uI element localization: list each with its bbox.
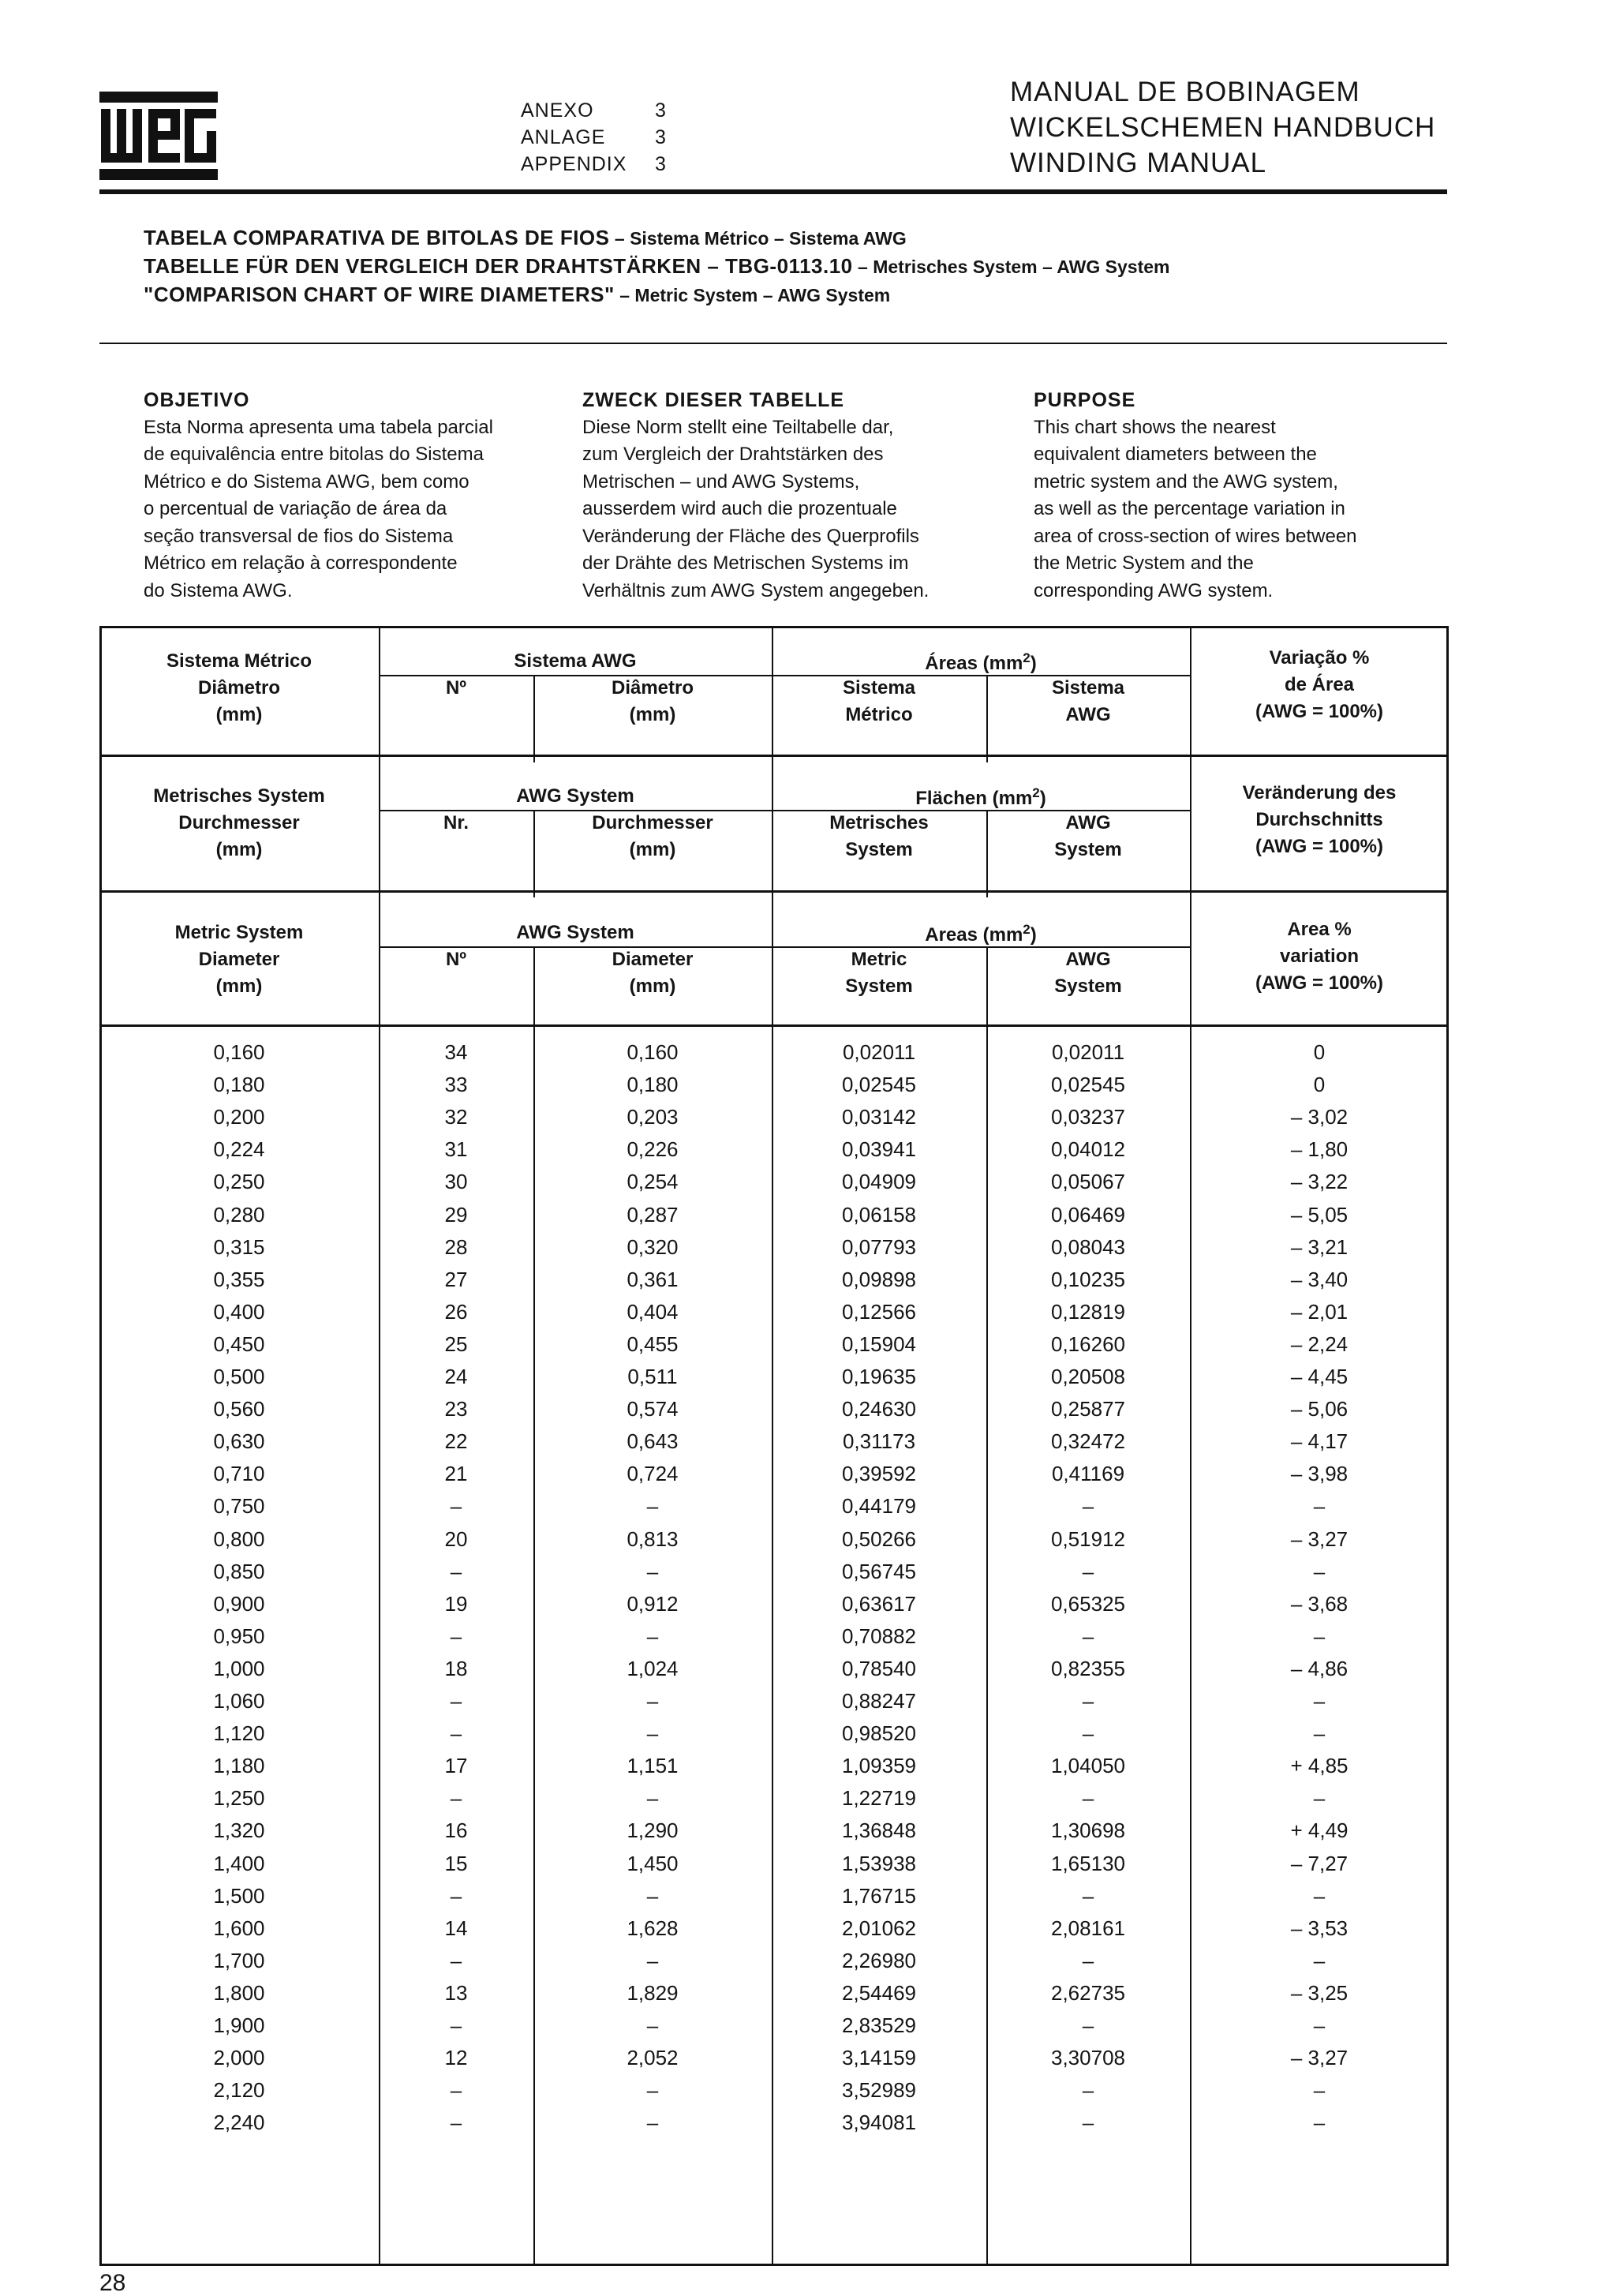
metric-diameter-cell: 1,400 [213, 1851, 265, 1875]
awg-diameter-header: Diâmetro [611, 677, 694, 699]
metric-area-cell: 2,26980 [842, 1948, 916, 1972]
awg-area-cell: 0,10235 [1051, 1267, 1125, 1291]
metric-area-cell: 3,94081 [842, 2111, 916, 2135]
closing-paren: ) [1030, 653, 1037, 674]
metric-area-cell: 1,09359 [842, 1754, 916, 1778]
variation-cell: – [1313, 1494, 1326, 1519]
annex-pt: ANEXO 3 [521, 99, 667, 122]
metric-header: Durchmesser [178, 812, 300, 833]
awg-number-cell: – [450, 2013, 462, 2037]
awg-diameter-cell: – [646, 1948, 659, 1972]
variation-cell: – 3,98 [1290, 1462, 1349, 1486]
superscript-2: 2 [1023, 650, 1031, 665]
awg-diameter-cell: 1,450 [627, 1851, 679, 1875]
awg-number-cell: 15 [444, 1851, 468, 1875]
awg-diameter-cell: 0,511 [627, 1365, 678, 1388]
metric-diameter-cell: 0,710 [213, 1462, 265, 1486]
metric-diameter-cell: 1,320 [213, 1818, 265, 1843]
awg-number-cell: 12 [444, 2046, 468, 2070]
metric-diameter-cell: 0,630 [213, 1429, 265, 1454]
metric-diameter-cell: 0,250 [213, 1170, 265, 1194]
awg-diameter-cell: 0,455 [627, 1332, 679, 1356]
metric-diameter-cell: 1,180 [213, 1754, 265, 1778]
awg-area-header: System [1054, 976, 1122, 997]
metric-area-cell: 0,56745 [842, 1559, 916, 1583]
awg-group-header: AWG System [516, 922, 634, 943]
awg-diameter-cell: 2,052 [627, 2046, 679, 2070]
awg-number-cell: 21 [444, 1462, 468, 1486]
awg-diameter-cell: 0,254 [627, 1170, 679, 1194]
awg-diameter-cell: – [646, 1559, 659, 1583]
metric-header: (mm) [215, 704, 263, 725]
metric-area-cell: 3,14159 [842, 2046, 916, 2070]
page-number: 28 [99, 2270, 126, 2296]
metric-diameter-cell: 0,180 [213, 1073, 265, 1097]
awg-number-header: Nº [445, 677, 467, 699]
metric-diameter-cell: 0,750 [213, 1494, 265, 1519]
awg-area-cell: 1,30698 [1051, 1818, 1125, 1843]
variation-header: (AWG = 100%) [1255, 972, 1384, 994]
metric-diameter-cell: 0,280 [213, 1202, 265, 1227]
awg-diameter-cell: – [646, 1624, 659, 1648]
metric-area-cell: 2,54469 [842, 1980, 916, 2005]
metric-area-header: Métrico [845, 704, 913, 725]
metric-area-cell: 0,04909 [842, 1170, 916, 1194]
variation-cell: 0 [1313, 1073, 1326, 1097]
metric-area-cell: 0,39592 [842, 1462, 916, 1486]
chart-titles: TABELA COMPARATIVA DE BITOLAS DE FIOS – Sistema Métrico – Sistema AWG TABELLE FÜR DEN VERGLEICH DER DRAHTSTÄRKEN – TBG-0113.10 – Metrisches System – AWG System "COMPARISON CHART OF WIRE DIAMETERS" – Metric System – AWG System [144, 226, 1170, 306]
awg-diameter-cell: – [646, 2111, 659, 2135]
metric-area-cell: 0,02011 [842, 1040, 916, 1064]
awg-diameter-cell: 0,226 [627, 1137, 679, 1162]
awg-area-cell: 0,05067 [1051, 1170, 1125, 1194]
awg-area-cell: 0,02011 [1051, 1040, 1125, 1064]
variation-cell: – [1313, 1883, 1326, 1908]
metric-area-cell: 0,15904 [842, 1332, 916, 1356]
closing-paren: ) [1039, 788, 1046, 809]
awg-number-cell: 28 [444, 1234, 468, 1259]
awg-area-cell: 0,04012 [1051, 1137, 1125, 1162]
metric-diameter-cell: 1,250 [213, 1786, 265, 1811]
variation-header: variation [1279, 946, 1360, 967]
awg-group-header: AWG System [516, 785, 634, 807]
variation-header: Veränderung des [1242, 782, 1397, 803]
variation-cell: – [1313, 1624, 1326, 1648]
awg-area-cell: – [1082, 1689, 1094, 1713]
header-band-divider [99, 890, 1449, 893]
awg-diameter-cell: 0,724 [627, 1462, 679, 1486]
metric-header: (mm) [215, 976, 263, 997]
awg-diameter-cell: 0,160 [627, 1040, 679, 1064]
awg-diameter-header: Durchmesser [592, 812, 713, 833]
awg-area-cell: – [1082, 1948, 1094, 1972]
variation-cell: – [1313, 1689, 1326, 1713]
awg-number-cell: – [450, 1786, 462, 1811]
metric-diameter-cell: 0,950 [213, 1624, 265, 1648]
metric-diameter-cell: 0,315 [213, 1234, 265, 1259]
awg-diameter-cell: – [646, 1883, 659, 1908]
areas-group-header [772, 645, 1190, 677]
awg-number-cell: 18 [444, 1656, 468, 1680]
metric-diameter-cell: 2,120 [213, 2078, 265, 2103]
metric-area-header: System [845, 976, 913, 997]
awg-number-cell: 25 [444, 1332, 468, 1356]
awg-area-cell: 0,20508 [1051, 1365, 1125, 1388]
awg-area-header: AWG [1065, 812, 1111, 833]
variation-cell: – [1313, 2078, 1326, 2103]
awg-number-cell: – [450, 1883, 462, 1908]
awg-area-cell: 0,32472 [1051, 1429, 1125, 1454]
superscript-2: 2 [1023, 922, 1031, 937]
awg-number-cell: 23 [444, 1397, 468, 1421]
metric-area-header: Sistema [842, 677, 916, 699]
awg-area-header: Sistema [1051, 677, 1125, 699]
awg-area-cell: 2,62735 [1051, 1980, 1125, 2005]
awg-area-cell: 1,04050 [1051, 1754, 1125, 1778]
awg-number-cell: – [450, 1624, 462, 1648]
metric-area-cell: 1,22719 [842, 1786, 916, 1811]
awg-number-cell: 29 [444, 1202, 468, 1227]
variation-cell: – [1313, 1948, 1326, 1972]
awg-diameter-cell: 0,361 [627, 1267, 679, 1291]
awg-number-cell: 22 [444, 1429, 468, 1454]
header-band-divider [99, 755, 1449, 757]
awg-diameter-cell: 1,829 [627, 1980, 679, 2005]
metric-diameter-cell: 1,700 [213, 1948, 265, 1972]
awg-number-cell: – [450, 1721, 462, 1746]
metric-diameter-cell: 0,560 [213, 1397, 265, 1421]
table-bottom-border [99, 2264, 1449, 2266]
awg-diameter-header: (mm) [629, 976, 676, 997]
variation-cell: – [1313, 1786, 1326, 1811]
annex-de: ANLAGE 3 [521, 126, 667, 148]
awg-diameter-cell: 0,180 [627, 1073, 679, 1097]
awg-area-cell: – [1082, 1624, 1094, 1648]
awg-diameter-cell: 0,404 [627, 1299, 679, 1324]
awg-diameter-cell: 1,628 [627, 1916, 679, 1940]
awg-area-cell: 0,16260 [1051, 1332, 1125, 1356]
metric-area-cell: 0,24630 [842, 1397, 916, 1421]
variation-header: (AWG = 100%) [1255, 836, 1384, 857]
metric-area-cell: 3,52989 [842, 2078, 916, 2103]
awg-diameter-cell: 0,912 [627, 1591, 679, 1616]
variation-header: de Área [1284, 674, 1355, 695]
awg-diameter-header: (mm) [629, 704, 676, 725]
awg-number-cell: – [450, 1948, 462, 1972]
metric-area-cell: 2,83529 [842, 2013, 916, 2037]
metric-diameter-cell: 0,800 [213, 1526, 265, 1551]
header-rule [99, 189, 1447, 194]
awg-number-cell: 34 [444, 1040, 468, 1064]
metric-diameter-cell: 0,160 [213, 1040, 265, 1064]
metric-area-cell: 0,98520 [842, 1721, 916, 1746]
awg-area-cell: 0,65325 [1051, 1591, 1125, 1616]
awg-number-cell: 27 [444, 1267, 468, 1291]
areas-label-text: Áreas (mm [925, 653, 1023, 674]
awg-number-cell: 30 [444, 1170, 468, 1194]
areas-label-text: Flächen (mm [915, 788, 1033, 809]
awg-diameter-cell: – [646, 1786, 659, 1811]
awg-diameter-cell: 0,574 [627, 1397, 679, 1421]
intro-en: PURPOSE This chart shows the nearest equivalent diameters between the metric system and the AWG system, as well as the percentage variation in area of cross-section of wires between the Metric System and the corresponding AWG system. [1034, 389, 1357, 601]
awg-diameter-cell: 1,290 [627, 1818, 679, 1843]
awg-diameter-cell: 0,320 [627, 1234, 679, 1259]
areas-label-text: Areas (mm [925, 924, 1023, 946]
table-top-border [99, 626, 1449, 628]
metric-area-cell: 0,63617 [842, 1591, 916, 1616]
metric-diameter-cell: 1,800 [213, 1980, 265, 2005]
variation-cell: – 3,25 [1290, 1980, 1349, 2005]
awg-area-cell: 0,02545 [1051, 1073, 1125, 1097]
awg-number-header: Nr. [443, 812, 469, 833]
metric-area-cell: 0,06158 [842, 1202, 916, 1227]
awg-number-cell: 26 [444, 1299, 468, 1324]
variation-cell: – [1313, 1721, 1326, 1746]
awg-area-cell: 3,30708 [1051, 2046, 1125, 2070]
metric-area-cell: 0,31173 [842, 1429, 916, 1454]
awg-diameter-cell: – [646, 2013, 659, 2037]
metric-header: Diâmetro [197, 677, 281, 699]
awg-number-header: Nº [445, 949, 467, 970]
metric-area-cell: 0,09898 [842, 1267, 916, 1291]
awg-area-header: AWG [1065, 949, 1111, 970]
variation-cell: – 4,86 [1290, 1656, 1349, 1680]
metric-header: Sistema Métrico [166, 650, 312, 672]
metric-area-cell: 0,02545 [842, 1073, 916, 1097]
variation-cell: – 3,22 [1290, 1170, 1349, 1194]
metric-diameter-cell: 0,400 [213, 1299, 265, 1324]
awg-area-cell: – [1082, 1883, 1094, 1908]
metric-diameter-cell: 0,500 [213, 1365, 265, 1388]
awg-area-cell: 0,06469 [1051, 1202, 1125, 1227]
metric-area-cell: 0,12566 [842, 1299, 916, 1324]
header-body-divider [99, 1024, 1449, 1027]
awg-number-cell: 16 [444, 1818, 468, 1843]
metric-diameter-cell: 2,240 [213, 2111, 265, 2135]
metric-diameter-cell: 0,450 [213, 1332, 265, 1356]
metric-area-cell: 1,36848 [842, 1818, 916, 1843]
variation-cell: – 2,01 [1290, 1299, 1349, 1324]
metric-area-header: Metric [851, 949, 907, 970]
weg-logo [99, 92, 218, 180]
awg-area-header: AWG [1065, 704, 1111, 725]
variation-header: Variação % [1269, 647, 1370, 669]
awg-number-cell: 33 [444, 1073, 468, 1097]
superscript-2: 2 [1032, 785, 1040, 800]
awg-diameter-cell: – [646, 1494, 659, 1519]
metric-diameter-cell: 0,355 [213, 1267, 265, 1291]
awg-group-header: Sistema AWG [514, 650, 637, 672]
awg-number-cell: 13 [444, 1980, 468, 2005]
metric-area-cell: 0,70882 [842, 1624, 916, 1648]
awg-diameter-cell: – [646, 1721, 659, 1746]
awg-area-header: System [1054, 839, 1122, 860]
awg-area-cell: 0,41169 [1051, 1462, 1125, 1486]
metric-header: Diameter [198, 949, 280, 970]
metric-area-cell: 2,01062 [842, 1916, 916, 1940]
metric-area-cell: 0,03941 [842, 1137, 916, 1162]
metric-diameter-cell: 1,120 [213, 1721, 265, 1746]
awg-diameter-cell: – [646, 1689, 659, 1713]
areas-group-header [772, 916, 1190, 949]
metric-header: (mm) [215, 839, 263, 860]
variation-cell: – 3,27 [1290, 2046, 1349, 2070]
metric-diameter-cell: 1,060 [213, 1689, 265, 1713]
awg-number-cell: 31 [444, 1137, 468, 1162]
metric-area-cell: 0,03142 [842, 1105, 916, 1129]
title-rule [99, 343, 1447, 344]
awg-number-cell: – [450, 1494, 462, 1519]
variation-cell: – 2,24 [1290, 1332, 1349, 1356]
awg-diameter-header: Diameter [612, 949, 694, 970]
awg-diameter-cell: 0,287 [627, 1202, 679, 1227]
variation-cell: – [1313, 2111, 1326, 2135]
variation-cell: – 5,06 [1290, 1397, 1349, 1421]
metric-diameter-cell: 0,900 [213, 1591, 265, 1616]
awg-area-cell: 0,51912 [1051, 1526, 1125, 1551]
awg-diameter-cell: 0,813 [627, 1526, 679, 1551]
awg-diameter-cell: 1,024 [627, 1656, 679, 1680]
awg-area-cell: – [1082, 1494, 1094, 1519]
awg-area-cell: 0,82355 [1051, 1656, 1125, 1680]
metric-header: Metrisches System [153, 785, 325, 807]
variation-header: Area % [1287, 919, 1352, 940]
awg-number-cell: – [450, 1689, 462, 1713]
awg-area-cell: 0,25877 [1051, 1397, 1125, 1421]
metric-area-cell: 0,50266 [842, 1526, 916, 1551]
awg-area-cell: – [1082, 2111, 1094, 2135]
awg-number-cell: 32 [444, 1105, 468, 1129]
awg-number-cell: – [450, 2078, 462, 2103]
awg-diameter-header: (mm) [629, 839, 676, 860]
variation-cell: – 4,45 [1290, 1365, 1349, 1388]
awg-number-cell: – [450, 2111, 462, 2135]
awg-area-cell: 0,08043 [1051, 1234, 1125, 1259]
awg-diameter-cell: 0,643 [627, 1429, 679, 1454]
metric-diameter-cell: 1,600 [213, 1916, 265, 1940]
metric-diameter-cell: 0,850 [213, 1559, 265, 1583]
metric-diameter-cell: 0,200 [213, 1105, 265, 1129]
variation-cell: – [1313, 2013, 1326, 2037]
variation-cell: – 3,27 [1290, 1526, 1349, 1551]
areas-group-header [772, 780, 1190, 812]
metric-diameter-cell: 1,000 [213, 1656, 265, 1680]
metric-header: Metric System [174, 922, 304, 943]
awg-area-cell: – [1082, 1721, 1094, 1746]
metric-diameter-cell: 0,224 [213, 1137, 265, 1162]
awg-area-cell: – [1082, 1559, 1094, 1583]
variation-header: (AWG = 100%) [1255, 701, 1384, 722]
metric-area-cell: 1,53938 [842, 1851, 916, 1875]
variation-cell: – 1,80 [1290, 1137, 1349, 1162]
variation-cell: 0 [1313, 1040, 1326, 1064]
variation-cell: + 4,49 [1290, 1818, 1349, 1843]
metric-diameter-cell: 2,000 [213, 2046, 265, 2070]
variation-cell: – 3,68 [1290, 1591, 1349, 1616]
variation-cell: – 3,21 [1290, 1234, 1349, 1259]
metric-area-cell: 1,76715 [842, 1883, 916, 1908]
awg-number-cell: – [450, 1559, 462, 1583]
variation-header: Durchschnitts [1255, 809, 1383, 830]
closing-paren: ) [1030, 924, 1037, 946]
intro-pt: OBJETIVO Esta Norma apresenta uma tabela parcial de equivalência entre bitolas do Sistema Métrico e do Sistema AWG, bem como o percentual de variação de área da seção transversal de fios do Sistema Métrico em relação à correspondente do Sistema AWG. [144, 389, 493, 601]
manual-title: MANUAL DE BOBINAGEM WICKELSCHEMEN HANDBUCH WINDING MANUAL [1010, 77, 1436, 178]
awg-area-cell: – [1082, 2078, 1094, 2103]
variation-cell: + 4,85 [1290, 1754, 1349, 1778]
metric-area-cell: 0,78540 [842, 1656, 916, 1680]
variation-cell: – 3,02 [1290, 1105, 1349, 1129]
metric-area-cell: 0,44179 [842, 1494, 916, 1519]
awg-diameter-cell: 1,151 [627, 1754, 679, 1778]
variation-cell: – 3,53 [1290, 1916, 1349, 1940]
variation-cell: – [1313, 1559, 1326, 1583]
awg-area-cell: – [1082, 2013, 1094, 2037]
variation-cell: – 5,05 [1290, 1202, 1349, 1227]
awg-number-cell: 20 [444, 1526, 468, 1551]
awg-area-cell: 2,08161 [1051, 1916, 1125, 1940]
variation-cell: – 3,40 [1290, 1267, 1349, 1291]
metric-area-header: System [845, 839, 913, 860]
intro-de: ZWECK DIESER TABELLE Diese Norm stellt eine Teiltabelle dar, zum Vergleich der Drahtstärken des Metrischen – und AWG Systems, ausserdem wird auch die prozentuale Veränderung der Fläche des Querprofils der Drähte des Metrischen Systems im Verhältnis zum AWG System angegeben. [582, 389, 930, 601]
awg-area-cell: 0,12819 [1051, 1299, 1125, 1324]
metric-area-cell: 0,19635 [842, 1365, 916, 1388]
annex-en: APPENDIX 3 [521, 153, 667, 175]
awg-number-cell: 14 [444, 1916, 468, 1940]
metric-area-cell: 0,07793 [842, 1234, 916, 1259]
awg-number-cell: 24 [444, 1365, 468, 1388]
awg-area-cell: 1,65130 [1051, 1851, 1125, 1875]
variation-cell: – 7,27 [1290, 1851, 1349, 1875]
awg-number-cell: 19 [444, 1591, 468, 1616]
metric-diameter-cell: 1,900 [213, 2013, 265, 2037]
metric-area-cell: 0,88247 [842, 1689, 916, 1713]
metric-area-header: Metrisches [829, 812, 929, 833]
metric-diameter-cell: 1,500 [213, 1883, 265, 1908]
awg-area-cell: 0,03237 [1051, 1105, 1125, 1129]
variation-cell: – 4,17 [1290, 1429, 1349, 1454]
awg-diameter-cell: 0,203 [627, 1105, 679, 1129]
awg-diameter-cell: – [646, 2078, 659, 2103]
awg-number-cell: 17 [444, 1754, 468, 1778]
awg-area-cell: – [1082, 1786, 1094, 1811]
